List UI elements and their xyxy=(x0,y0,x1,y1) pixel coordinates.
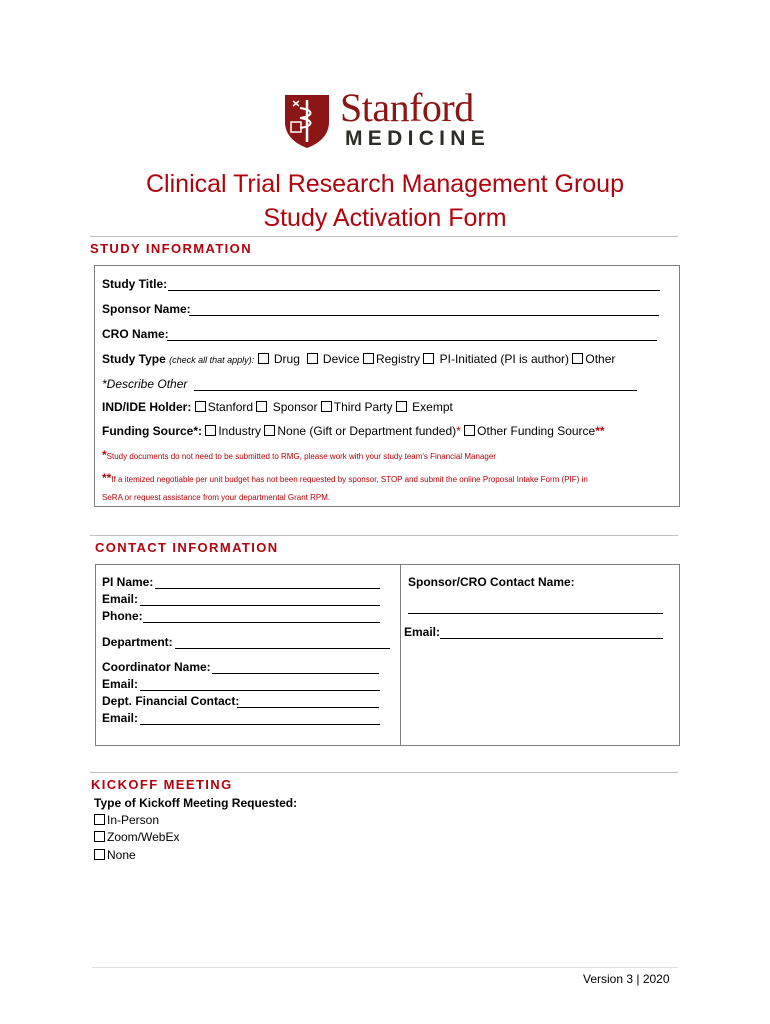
third-party-label: Third Party xyxy=(333,400,393,414)
department-label: Department: xyxy=(102,635,173,649)
none-funding-label: None (Gift or Department funded) xyxy=(277,424,457,438)
none-label: None xyxy=(107,848,136,862)
pi-initiated-checkbox[interactable] xyxy=(423,353,434,364)
study-type-label: Study Type xyxy=(102,352,166,366)
in-person-checkbox[interactable] xyxy=(94,814,105,825)
contact-information-box xyxy=(95,564,680,746)
sponsor-label: Sponsor xyxy=(272,400,318,414)
sponsor-name-label: Sponsor Name: xyxy=(102,302,191,316)
logo-stanford: Stanford xyxy=(340,85,474,130)
logo-medicine: MEDICINE xyxy=(345,127,491,150)
version-label: Version 3 | 2020 xyxy=(583,972,670,986)
ind-ide-row xyxy=(102,400,453,414)
industry-checkbox[interactable] xyxy=(205,425,216,436)
sponsor-cro-contact-field[interactable] xyxy=(408,613,663,614)
pi-phone-field[interactable] xyxy=(143,622,380,623)
device-label: Device xyxy=(322,352,360,366)
sponsor-name-field[interactable] xyxy=(189,315,659,316)
funding-star: * xyxy=(456,424,461,438)
sponsor-cro-contact-label: Sponsor/CRO Contact Name: xyxy=(408,575,575,589)
device-checkbox[interactable] xyxy=(307,353,318,364)
pi-name-label: PI Name: xyxy=(102,575,154,589)
ind-ide-label: IND/IDE Holder: xyxy=(102,400,192,414)
third-party-checkbox[interactable] xyxy=(321,401,332,412)
stanford-shield-icon xyxy=(282,92,332,150)
other-label: Other xyxy=(585,352,616,366)
note-single-star xyxy=(102,448,496,462)
zoom-label: Zoom/WebEx xyxy=(107,830,180,844)
cro-name-field[interactable] xyxy=(167,340,657,341)
zoom-option xyxy=(94,830,179,844)
coordinator-email-field[interactable] xyxy=(140,690,380,691)
stanford-label: Stanford xyxy=(207,400,254,414)
study-information-heading: STUDY INFORMATION xyxy=(90,241,252,256)
page-title: Clinical Trial Research Management Group xyxy=(146,170,624,198)
study-type-row xyxy=(102,352,615,366)
note-text-3: SeRA or request assistance from your departmental Grant RPM. xyxy=(102,493,331,502)
coordinator-email-label: Email: xyxy=(102,677,139,691)
industry-label: Industry xyxy=(218,424,262,438)
kickoff-meeting-heading: KICKOFF MEETING xyxy=(91,777,233,792)
note-text-1: Study documents do not need to be submitted to RMG, please work with your study team's Financial Manager xyxy=(106,452,496,461)
note-text-2: If a itemized negotiable per unit budget has not been requested by sponsor, STOP and submit the online Proposal Intake Form (PIF) in xyxy=(111,475,588,484)
section-divider xyxy=(90,535,678,536)
exempt-label: Exempt xyxy=(412,400,453,414)
kickoff-question: Type of Kickoff Meeting Requested: xyxy=(94,796,298,810)
contact-information-heading: CONTACT INFORMATION xyxy=(95,540,279,555)
drug-label: Drug xyxy=(273,352,300,366)
study-title-field[interactable] xyxy=(168,290,660,291)
study-title-label: Study Title: xyxy=(102,277,168,291)
pi-phone-label: Phone: xyxy=(102,609,143,623)
drug-checkbox[interactable] xyxy=(258,353,269,364)
other-checkbox[interactable] xyxy=(572,353,583,364)
section-divider xyxy=(90,236,678,237)
contact-column-divider xyxy=(400,564,401,746)
describe-other-field[interactable] xyxy=(194,390,637,391)
registry-checkbox[interactable] xyxy=(363,353,374,364)
note-star: * xyxy=(102,448,107,462)
describe-other-label: *Describe Other xyxy=(102,377,188,391)
note-stars: ** xyxy=(102,471,112,485)
cro-name-label: CRO Name: xyxy=(102,327,169,341)
none-option xyxy=(94,848,136,862)
in-person-label: In-Person xyxy=(107,813,160,827)
section-divider xyxy=(90,772,678,773)
coordinator-label: Coordinator Name: xyxy=(102,660,211,674)
zoom-checkbox[interactable] xyxy=(94,831,105,842)
pi-initiated-label: PI-Initiated (PI is author) xyxy=(439,352,570,366)
study-type-hint: (check all that apply): xyxy=(169,355,255,365)
sponsor-cro-email-field[interactable] xyxy=(440,638,663,639)
pi-email-label: Email: xyxy=(102,592,139,606)
department-field[interactable] xyxy=(175,648,390,649)
funding-row xyxy=(102,424,605,438)
other-funding-label: Other Funding Source xyxy=(477,424,596,438)
funding-label: Funding Source*: xyxy=(102,424,202,438)
other-funding-stars: ** xyxy=(595,424,605,438)
none-checkbox[interactable] xyxy=(94,849,105,860)
dept-financial-label: Dept. Financial Contact: xyxy=(102,694,240,708)
note-double-star xyxy=(102,471,588,485)
pi-email-field[interactable] xyxy=(140,605,380,606)
in-person-option xyxy=(94,813,159,827)
other-funding-checkbox[interactable] xyxy=(464,425,475,436)
pi-name-field[interactable] xyxy=(155,588,380,589)
footer-divider xyxy=(92,967,678,968)
dept-financial-field[interactable] xyxy=(237,707,379,708)
sponsor-checkbox[interactable] xyxy=(256,401,267,412)
financial-email-label: Email: xyxy=(102,711,139,725)
coordinator-field[interactable] xyxy=(212,673,379,674)
none-funding-checkbox[interactable] xyxy=(264,425,275,436)
financial-email-field[interactable] xyxy=(140,724,380,725)
registry-label: Registry xyxy=(375,352,420,366)
exempt-checkbox[interactable] xyxy=(396,401,407,412)
page-subtitle: Study Activation Form xyxy=(263,204,507,232)
sponsor-cro-email-label: Email: xyxy=(404,625,441,639)
stanford-checkbox[interactable] xyxy=(195,401,206,412)
